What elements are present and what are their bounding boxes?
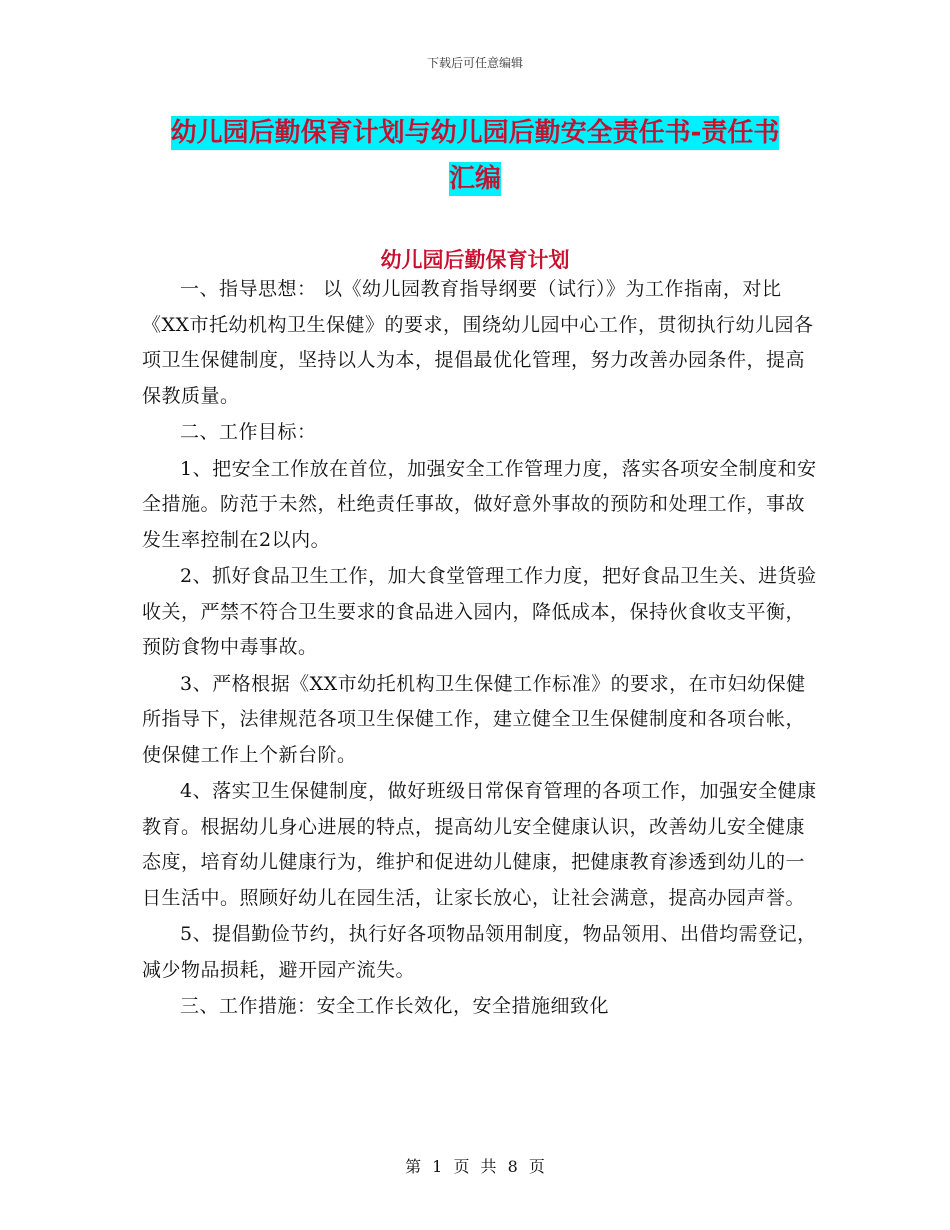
page-footer: 第 1 页 共 8 页: [405, 1157, 545, 1176]
paragraph-goal-5: 5、提倡勤俭节约，执行好各项物品领用制度，物品领用、出借均需登记，减少物品损耗，避开园产流失。: [142, 923, 817, 981]
page-header-note: 下载后可任意编辑: [426, 56, 523, 70]
document-title: [0, 110, 950, 202]
paragraph-goal-2: 2、抓好食品卫生工作，加大食堂管理工作力度，把好食品卫生关、进货验收关，严禁不符合卫生要求的食品进入园内，降低成本，保持伙食收支平衡，预防食物中毒事故。: [142, 565, 817, 658]
paragraph-goal-1: 1、把安全工作放在首位，加强安全工作管理力度，落实各项安全制度和安全措施。防范于未然，杜绝责任事故，做好意外事故的预防和处理工作，事故发生率控制在2以内。: [142, 457, 817, 551]
paragraph-goal-4: 4、落实卫生保健制度，做好班级日常保育管理的各项工作，加强安全健康教育。根据幼儿身心进展的特点，提高幼儿安全健康认识，改善幼儿安全健康态度，培育幼儿健康行为，维护和促进幼儿健康，把健康教育渗透到幼儿的一日生活中。照顾好幼儿在园生活，让家长放心，让社会满意，提高办园声誉。: [142, 780, 817, 909]
paragraph-guiding-ideology: 一、指导思想： 以《幼儿园教育指导纲要（试行）》为工作指南，对比《XX市托幼机构卫生保健》的要求，围绕幼儿园中心工作，贯彻执行幼儿园各项卫生保健制度，坚持以人为本，提倡最优化管理，努力改善办园条件，提高保教质量。: [142, 278, 814, 407]
document-title-line-2: 汇编: [448, 164, 501, 194]
paragraph-goal-3: 3、严格根据《XX市幼托机构卫生保健工作标准》的要求，在市妇幼保健所指导下，法律规范各项卫生保健工作，建立健全卫生保健制度和各项台帐，使保健工作上个新台阶。: [142, 672, 806, 766]
paragraph-work-measures-heading: 三、工作措施：安全工作长效化，安全措施细致化: [180, 995, 610, 1017]
document-body: [142, 272, 822, 1026]
document-title-line-1: 幼儿园后勤保育计划与幼儿园后勤安全责任书-责任书: [170, 118, 780, 148]
paragraph-work-goals-heading: 二、工作目标：: [180, 421, 317, 443]
section-title: 幼儿园后勤保育计划: [380, 248, 570, 272]
